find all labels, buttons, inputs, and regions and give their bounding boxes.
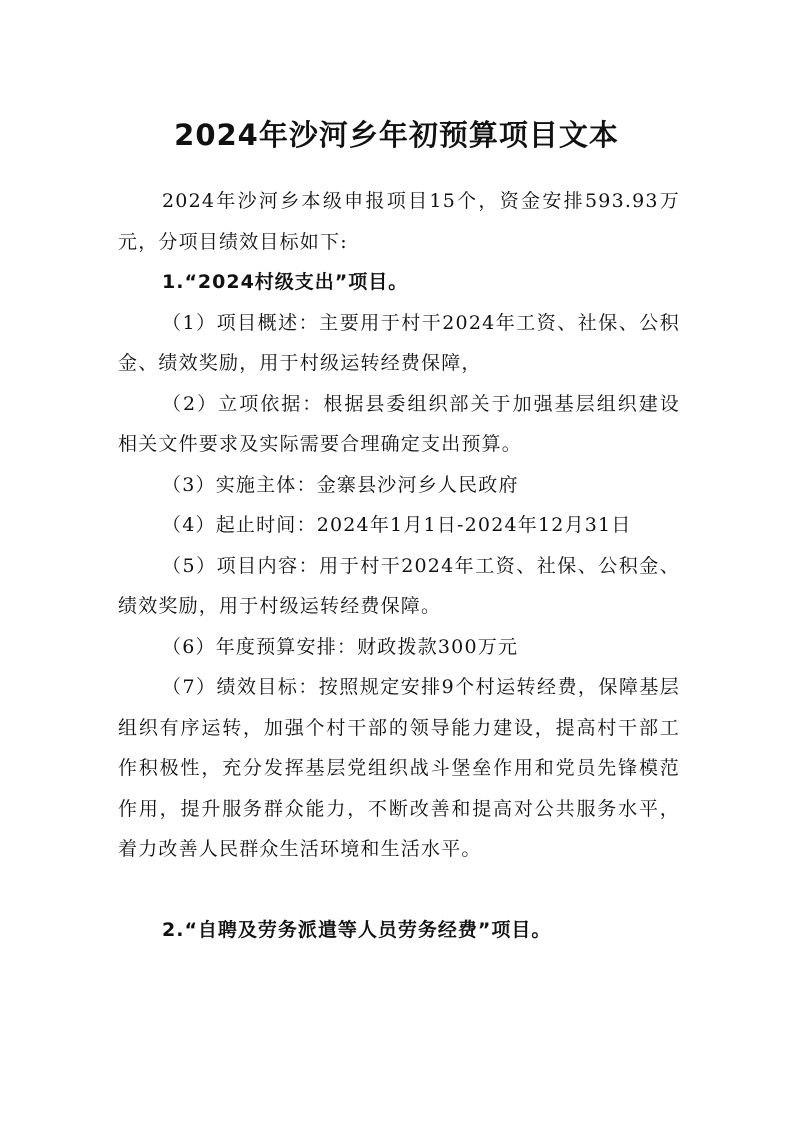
project-1-period: （4）起止时间：2024年1月1日-2024年12月31日 bbox=[162, 514, 632, 536]
intro-paragraph: 2024年沙河乡本级申报项目15个，资金安排593.93万元，分项目绩效目标如下: bbox=[118, 190, 680, 253]
project-1-heading: 1.“2024村级支出”项目。 bbox=[162, 271, 409, 293]
document-title: 2024年沙河乡年初预算项目文本 bbox=[174, 118, 619, 152]
project-1-overview: （1）项目概述：主要用于村干2024年工资、社保、公积金、绩效奖励，用于村级运转经费保障， bbox=[118, 311, 680, 374]
project-1-performance-goal: （7）绩效目标：按照规定安排9个村运转经费，保障基层组织有序运转，加强个村干部的领导能力建设，提高村干部工作积极性，充分发挥基层党组织战斗堡垒作用和党员先锋模范作用，提升服务群众能力，不断改善和提高对公共服务水平，着力改善人民群众生活环境和生活水平。 bbox=[118, 676, 680, 860]
section-gap bbox=[118, 870, 680, 910]
project-1-budget: （6）年度预算安排：财政拨款300万元 bbox=[162, 635, 519, 658]
project-1-content: （5）项目内容：用于村干2024年工资、社保、公积金、绩效奖励，用于村级运转经费保障。 bbox=[118, 554, 680, 617]
project-2-heading: 2.“自聘及劳务派遣等人员劳务经费”项目。 bbox=[162, 918, 552, 941]
project-1-basis: （2）立项依据：根据县委组织部关于加强基层组织建设相关文件要求及实际需要合理确定支出预算。 bbox=[118, 392, 680, 455]
project-1-implementer: （3）实施主体：金寨县沙河乡人民政府 bbox=[162, 473, 519, 496]
document-body bbox=[118, 181, 680, 950]
